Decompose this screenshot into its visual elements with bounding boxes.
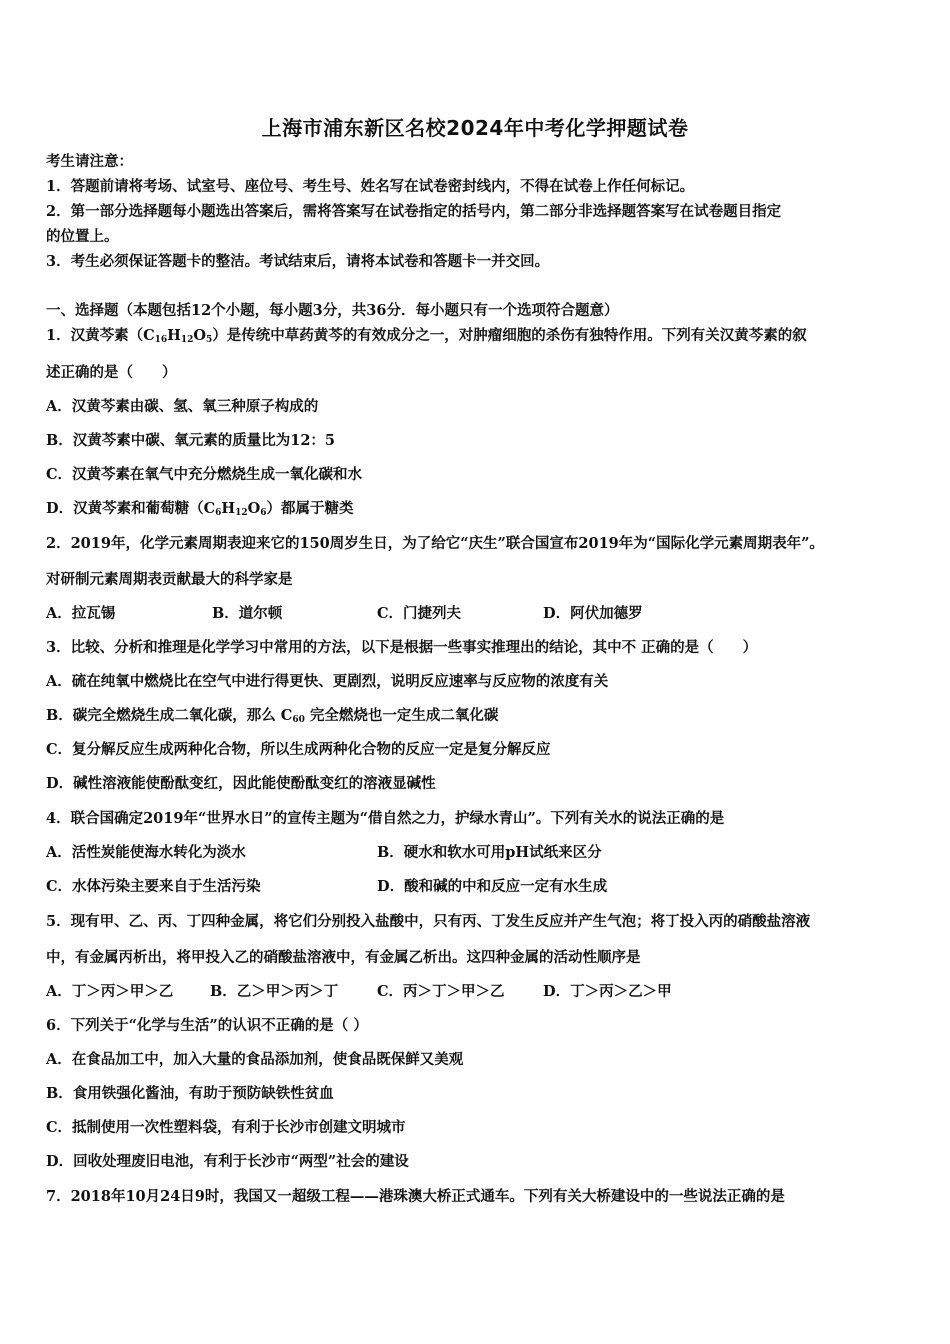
notice-item-3: 3．考生必须保证答题卡的整洁。考试结束后，请将本试卷和答题卡一并交回。 [46, 253, 550, 270]
question-3-option-b: B．碳完全燃烧生成二氧化碳，那么 $C_{60}$ 完全燃烧也一定生成二氧化碳 [46, 707, 499, 725]
question-5-option-d: D．丁＞丙＞乙＞甲 [543, 983, 672, 1000]
section-heading: 一、选择题（本题包括12个小题，每小题3分，共36分．每小题只有一个选项符合题意） [46, 302, 619, 319]
question-2-stem: 2．2019年，化学元素周期表迎来它的150周岁生日，为了给它“庆生”联合国宣布2019年为“国际化学元素周期表年”。 [46, 535, 824, 552]
question-4-option-b: B．硬水和软水可用pH试纸来区分 [377, 844, 602, 861]
question-6-option-d: D．回收处理废旧电池，有利于长沙市“两型”社会的建设 [46, 1153, 409, 1170]
question-4-stem: 4．联合国确定2019年“世界水日”的宣传主题为“借自然之力，护绿水青山”。下列有关水的说法正确的是 [46, 810, 725, 827]
question-3-option-c: C．复分解反应生成两种化合物，所以生成两种化合物的反应一定是复分解反应 [46, 741, 551, 758]
question-1-option-d: D．汉黄芩素和葡萄糖$(C_6H_{12}O_6)$都属于糖类 [46, 500, 354, 518]
question-5-stem-cont: 中，有金属丙析出，将甲投入乙的硝酸盐溶液中，有金属乙析出。这四种金属的活动性顺序是 [46, 949, 641, 966]
question-3-stem: 3．比较、分析和推理是化学学习中常用的方法，以下是根据一些事实推理出的结论，其中不 正确的是（ ） [46, 639, 758, 656]
question-2-stem-cont: 对研制元素周期表贡献最大的科学家是 [46, 571, 293, 588]
question-5-option-a: A．丁＞丙＞甲＞乙 [46, 983, 174, 1000]
question-6-option-c: C．抵制使用一次性塑料袋，有利于长沙市创建文明城市 [46, 1119, 406, 1136]
question-1-option-a: A．汉黄芩素由碳、氢、氧三种原子构成的 [46, 398, 319, 415]
question-7-stem: 7．2018年10月24日9时，我国又一超级工程——港珠澳大桥正式通车。下列有关大桥建设中的一些说法正确的是 [46, 1188, 785, 1205]
question-1-option-b: B．汉黄芩素中碳、氧元素的质量比为12：5 [46, 432, 336, 449]
notice-item-2-cont: 的位置上。 [46, 228, 119, 245]
question-2-option-d: D．阿伏加德罗 [543, 605, 643, 622]
question-5-stem: 5．现有甲、乙、丙、丁四种金属，将它们分别投入盐酸中，只有丙、丁发生反应并产生气泡；将丁投入丙的硝酸盐溶液 [46, 913, 811, 930]
question-6-option-a: A．在食品加工中，加入大量的食品添加剂，使食品既保鲜又美观 [46, 1051, 464, 1068]
question-4-option-d: D．酸和碱的中和反应一定有水生成 [377, 878, 608, 895]
notice-item-1: 1．答题前请将考场、试室号、座位号、考生号、姓名写在试卷密封线内，不得在试卷上作任何标记。 [46, 178, 695, 195]
question-6-option-b: B．食用铁强化酱油，有助于预防缺铁性贫血 [46, 1085, 334, 1102]
question-4-option-a: A．活性炭能使海水转化为淡水 [46, 844, 246, 861]
question-3-option-d: D．碱性溶液能使酚酞变红，因此能使酚酞变红的溶液显碱性 [46, 775, 436, 792]
question-2-option-c: C．门捷列夫 [377, 605, 462, 622]
exam-title: 上海市浦东新区名校2024年中考化学押题试卷 [261, 116, 689, 140]
question-1-stem-cont: 述正确的是（ ） [46, 364, 177, 381]
notice-heading: 考生请注意： [46, 153, 133, 170]
question-5-option-b: B．乙＞甲＞丙＞丁 [210, 983, 339, 1000]
question-1-option-c: C．汉黄芩素在氧气中充分燃烧生成一氧化碳和水 [46, 466, 363, 483]
question-5-option-c: C．丙＞丁＞甲＞乙 [377, 983, 505, 1000]
question-6-stem: 6．下列关于“化学与生活”的认识不正确的是（ ） [46, 1017, 368, 1034]
question-2-option-a: A．拉瓦锡 [46, 605, 116, 622]
question-4-option-c: C．水体污染主要来自于生活污染 [46, 878, 261, 895]
notice-item-2: 2．第一部分选择题每小题选出答案后，需将答案写在试卷指定的括号内，第二部分非选择题答案写在试卷题目指定 [46, 203, 782, 220]
question-3-option-a: A．硫在纯氧中燃烧比在空气中进行得更快、更剧烈，说明反应速率与反应物的浓度有关 [46, 673, 609, 690]
question-2-option-b: B．道尔顿 [212, 605, 283, 622]
question-1-stem: 1．汉黄芩素$(C_{16}H_{12}O_5)$是传统中草药黄芩的有效成分之一，对肿瘤细胞的杀伤有独特作用。下列有关汉黄芩素的叙 [46, 327, 807, 345]
